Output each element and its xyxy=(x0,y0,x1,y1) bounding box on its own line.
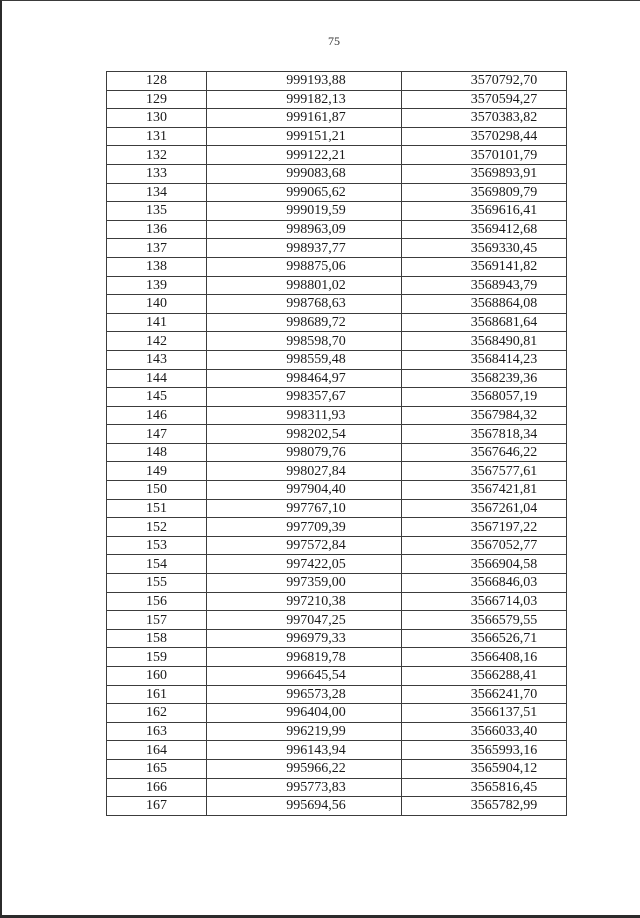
y-coordinate-cell: 3565816,45 xyxy=(402,778,567,797)
y-coordinate-cell: 3568490,81 xyxy=(402,332,567,351)
table-row xyxy=(107,443,567,462)
page-number: 75 xyxy=(328,34,340,48)
point-number-cell: 154 xyxy=(107,555,207,574)
table-row xyxy=(107,704,567,723)
x-coordinate-cell: 999019,59 xyxy=(207,202,402,221)
point-number-cell: 167 xyxy=(107,797,207,816)
point-number-cell: 166 xyxy=(107,778,207,797)
table-row xyxy=(107,146,567,165)
table-row xyxy=(107,611,567,630)
x-coordinate-cell: 998768,63 xyxy=(207,295,402,314)
point-number-cell: 148 xyxy=(107,443,207,462)
y-coordinate-cell: 3566241,70 xyxy=(402,685,567,704)
point-number-cell: 139 xyxy=(107,276,207,295)
y-coordinate-cell: 3565904,12 xyxy=(402,759,567,778)
point-number-cell: 130 xyxy=(107,109,207,128)
point-number-cell: 142 xyxy=(107,332,207,351)
x-coordinate-cell: 999151,21 xyxy=(207,127,402,146)
table-row xyxy=(107,164,567,183)
coordinates-table xyxy=(106,71,567,816)
point-number-cell: 151 xyxy=(107,499,207,518)
x-coordinate-cell: 997904,40 xyxy=(207,481,402,500)
y-coordinate-cell: 3567646,22 xyxy=(402,443,567,462)
point-number-cell: 129 xyxy=(107,90,207,109)
y-coordinate-cell: 3568239,36 xyxy=(402,369,567,388)
table-row xyxy=(107,90,567,109)
point-number-cell: 140 xyxy=(107,295,207,314)
table-row xyxy=(107,518,567,537)
table-row xyxy=(107,350,567,369)
table-row xyxy=(107,276,567,295)
point-number-cell: 144 xyxy=(107,369,207,388)
y-coordinate-cell: 3568414,23 xyxy=(402,350,567,369)
point-number-cell: 161 xyxy=(107,685,207,704)
point-number-cell: 133 xyxy=(107,164,207,183)
table-row xyxy=(107,481,567,500)
point-number-cell: 132 xyxy=(107,146,207,165)
table-row xyxy=(107,220,567,239)
table-row xyxy=(107,592,567,611)
point-number-cell: 158 xyxy=(107,629,207,648)
table-row xyxy=(107,239,567,258)
table-row xyxy=(107,629,567,648)
y-coordinate-cell: 3569330,45 xyxy=(402,239,567,258)
x-coordinate-cell: 998801,02 xyxy=(207,276,402,295)
point-number-cell: 155 xyxy=(107,574,207,593)
x-coordinate-cell: 999193,88 xyxy=(207,72,402,91)
point-number-cell: 160 xyxy=(107,667,207,686)
x-coordinate-cell: 997572,84 xyxy=(207,536,402,555)
y-coordinate-cell: 3568864,08 xyxy=(402,295,567,314)
point-number-cell: 143 xyxy=(107,350,207,369)
x-coordinate-cell: 998598,70 xyxy=(207,332,402,351)
table-row xyxy=(107,722,567,741)
x-coordinate-cell: 996979,33 xyxy=(207,629,402,648)
table-row xyxy=(107,127,567,146)
x-coordinate-cell: 996404,00 xyxy=(207,704,402,723)
x-coordinate-cell: 998027,84 xyxy=(207,462,402,481)
table-row xyxy=(107,295,567,314)
y-coordinate-cell: 3570383,82 xyxy=(402,109,567,128)
y-coordinate-cell: 3569616,41 xyxy=(402,202,567,221)
x-coordinate-cell: 996143,94 xyxy=(207,741,402,760)
y-coordinate-cell: 3566904,58 xyxy=(402,555,567,574)
x-coordinate-cell: 998963,09 xyxy=(207,220,402,239)
point-number-cell: 150 xyxy=(107,481,207,500)
x-coordinate-cell: 998875,06 xyxy=(207,257,402,276)
y-coordinate-cell: 3570792,70 xyxy=(402,72,567,91)
x-coordinate-cell: 995966,22 xyxy=(207,759,402,778)
x-coordinate-cell: 996219,99 xyxy=(207,722,402,741)
table-row xyxy=(107,183,567,202)
x-coordinate-cell: 997767,10 xyxy=(207,499,402,518)
y-coordinate-cell: 3567818,34 xyxy=(402,425,567,444)
y-coordinate-cell: 3567052,77 xyxy=(402,536,567,555)
y-coordinate-cell: 3566714,03 xyxy=(402,592,567,611)
table-row xyxy=(107,778,567,797)
y-coordinate-cell: 3570594,27 xyxy=(402,90,567,109)
x-coordinate-cell: 997709,39 xyxy=(207,518,402,537)
y-coordinate-cell: 3566033,40 xyxy=(402,722,567,741)
y-coordinate-cell: 3567577,61 xyxy=(402,462,567,481)
table-row xyxy=(107,667,567,686)
point-number-cell: 146 xyxy=(107,406,207,425)
table-row xyxy=(107,72,567,91)
x-coordinate-cell: 998311,93 xyxy=(207,406,402,425)
point-number-cell: 163 xyxy=(107,722,207,741)
table-row xyxy=(107,388,567,407)
y-coordinate-cell: 3568943,79 xyxy=(402,276,567,295)
point-number-cell: 162 xyxy=(107,704,207,723)
y-coordinate-cell: 3569893,91 xyxy=(402,164,567,183)
point-number-cell: 159 xyxy=(107,648,207,667)
x-coordinate-cell: 998079,76 xyxy=(207,443,402,462)
y-coordinate-cell: 3566288,41 xyxy=(402,667,567,686)
x-coordinate-cell: 999065,62 xyxy=(207,183,402,202)
y-coordinate-cell: 3569141,82 xyxy=(402,257,567,276)
point-number-cell: 153 xyxy=(107,536,207,555)
y-coordinate-cell: 3566579,55 xyxy=(402,611,567,630)
point-number-cell: 141 xyxy=(107,313,207,332)
point-number-cell: 147 xyxy=(107,425,207,444)
y-coordinate-cell: 3569809,79 xyxy=(402,183,567,202)
y-coordinate-cell: 3566137,51 xyxy=(402,704,567,723)
table-row xyxy=(107,425,567,444)
y-coordinate-cell: 3567984,32 xyxy=(402,406,567,425)
table-row xyxy=(107,313,567,332)
point-number-cell: 152 xyxy=(107,518,207,537)
table-row xyxy=(107,109,567,128)
point-number-cell: 145 xyxy=(107,388,207,407)
table-row xyxy=(107,685,567,704)
x-coordinate-cell: 999161,87 xyxy=(207,109,402,128)
point-number-cell: 138 xyxy=(107,257,207,276)
x-coordinate-cell: 996819,78 xyxy=(207,648,402,667)
x-coordinate-cell: 995773,83 xyxy=(207,778,402,797)
y-coordinate-cell: 3570101,79 xyxy=(402,146,567,165)
x-coordinate-cell: 995694,56 xyxy=(207,797,402,816)
x-coordinate-cell: 998937,77 xyxy=(207,239,402,258)
x-coordinate-cell: 997422,05 xyxy=(207,555,402,574)
table-row xyxy=(107,759,567,778)
table-row xyxy=(107,741,567,760)
y-coordinate-cell: 3565993,16 xyxy=(402,741,567,760)
table-row xyxy=(107,536,567,555)
coordinates-table-body xyxy=(107,72,567,816)
y-coordinate-cell: 3567421,81 xyxy=(402,481,567,500)
point-number-cell: 149 xyxy=(107,462,207,481)
y-coordinate-cell: 3567261,04 xyxy=(402,499,567,518)
y-coordinate-cell: 3567197,22 xyxy=(402,518,567,537)
y-coordinate-cell: 3568057,19 xyxy=(402,388,567,407)
point-number-cell: 137 xyxy=(107,239,207,258)
x-coordinate-cell: 997359,00 xyxy=(207,574,402,593)
table-row xyxy=(107,499,567,518)
point-number-cell: 156 xyxy=(107,592,207,611)
x-coordinate-cell: 996573,28 xyxy=(207,685,402,704)
point-number-cell: 157 xyxy=(107,611,207,630)
x-coordinate-cell: 998689,72 xyxy=(207,313,402,332)
point-number-cell: 136 xyxy=(107,220,207,239)
x-coordinate-cell: 998357,67 xyxy=(207,388,402,407)
table-row xyxy=(107,555,567,574)
y-coordinate-cell: 3565782,99 xyxy=(402,797,567,816)
x-coordinate-cell: 999083,68 xyxy=(207,164,402,183)
y-coordinate-cell: 3570298,44 xyxy=(402,127,567,146)
x-coordinate-cell: 998464,97 xyxy=(207,369,402,388)
y-coordinate-cell: 3566408,16 xyxy=(402,648,567,667)
table-row xyxy=(107,648,567,667)
point-number-cell: 135 xyxy=(107,202,207,221)
table-row xyxy=(107,257,567,276)
x-coordinate-cell: 998559,48 xyxy=(207,350,402,369)
table-row xyxy=(107,332,567,351)
y-coordinate-cell: 3568681,64 xyxy=(402,313,567,332)
y-coordinate-cell: 3569412,68 xyxy=(402,220,567,239)
x-coordinate-cell: 997047,25 xyxy=(207,611,402,630)
point-number-cell: 165 xyxy=(107,759,207,778)
x-coordinate-cell: 999182,13 xyxy=(207,90,402,109)
x-coordinate-cell: 997210,38 xyxy=(207,592,402,611)
y-coordinate-cell: 3566846,03 xyxy=(402,574,567,593)
point-number-cell: 131 xyxy=(107,127,207,146)
point-number-cell: 164 xyxy=(107,741,207,760)
x-coordinate-cell: 996645,54 xyxy=(207,667,402,686)
table-row xyxy=(107,202,567,221)
table-row xyxy=(107,574,567,593)
y-coordinate-cell: 3566526,71 xyxy=(402,629,567,648)
x-coordinate-cell: 999122,21 xyxy=(207,146,402,165)
table-row xyxy=(107,462,567,481)
point-number-cell: 134 xyxy=(107,183,207,202)
x-coordinate-cell: 998202,54 xyxy=(207,425,402,444)
table-row xyxy=(107,406,567,425)
table-row xyxy=(107,797,567,816)
point-number-cell: 128 xyxy=(107,72,207,91)
table-row xyxy=(107,369,567,388)
